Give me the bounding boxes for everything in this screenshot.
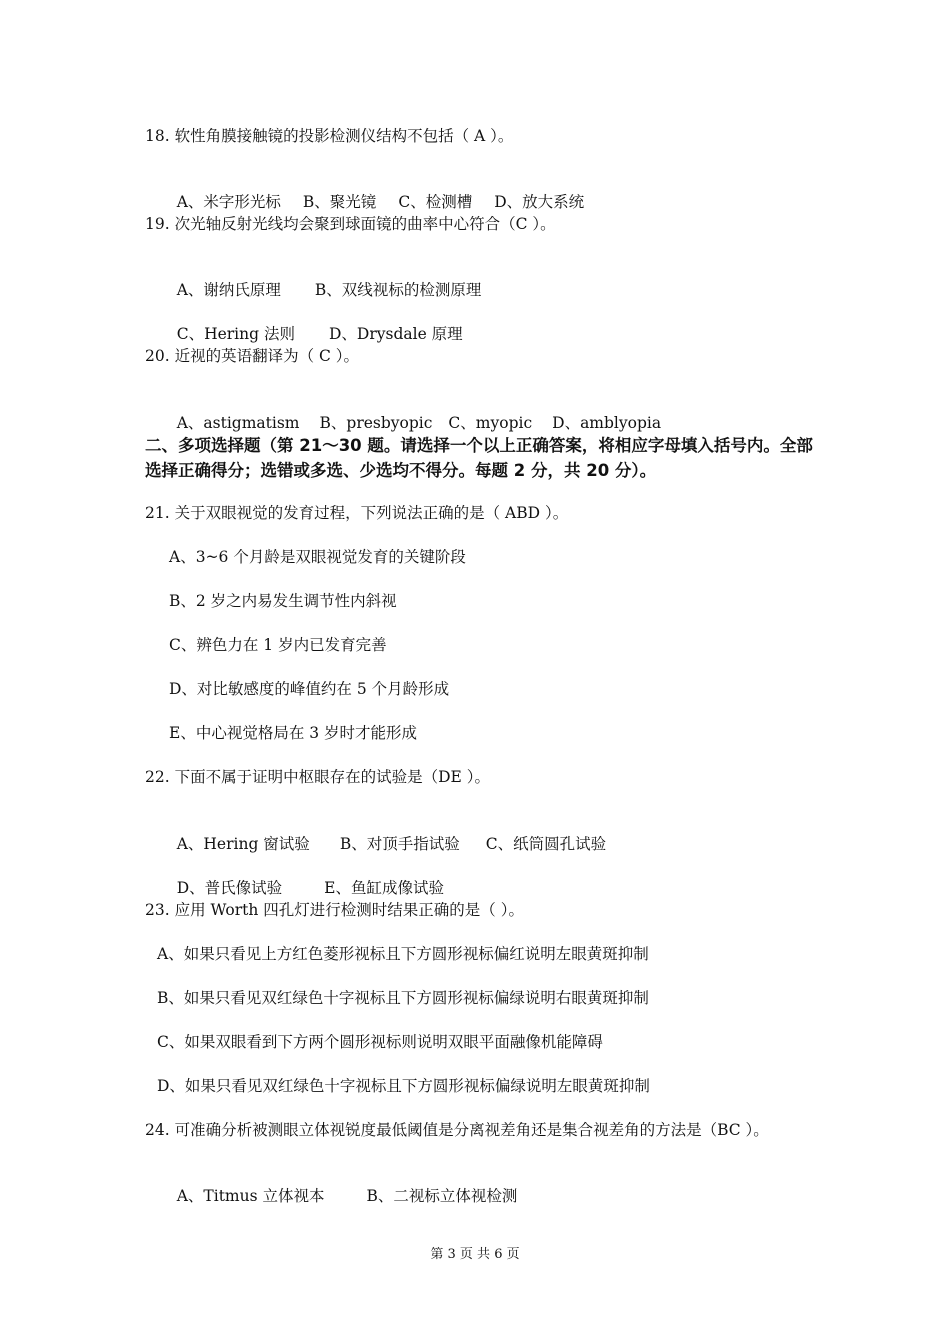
option-a: A、谢纳氏原理	[176, 281, 281, 299]
option-b: B、对顶手指试验	[339, 835, 460, 853]
question-20-stem: 20. 近视的英语翻译为（ C ）。	[145, 347, 360, 365]
option-a: A、astigmatism	[176, 414, 300, 432]
option-a: A、Hering 窗试验	[176, 835, 310, 853]
question-23-option-c: C、如果双眼看到下方两个圆形视标则说明双眼平面融像机能障碍	[157, 1033, 603, 1051]
question-24-stem: 24. 可准确分析被测眼立体视锐度最低阈值是分离视差角还是集合视差角的方法是（BC ）。	[145, 1121, 769, 1139]
option-d: D、放大系统	[494, 193, 585, 211]
question-21-option-b: B、2 岁之内易发生调节性内斜视	[169, 592, 397, 610]
option-d: D、普氏像试验	[176, 879, 283, 897]
section-2-heading: 二、多项选择题（第 21～30 题。请选择一个以上正确答案，将相应字母填入括号内。全部选择正确得分；选错或多选、少选均不得分。每题 2 分，共 20 分）。	[145, 436, 813, 480]
option-c: C、检测槽	[398, 193, 473, 211]
option-d: D、amblyopia	[552, 414, 662, 432]
option-b: B、聚光镜	[302, 193, 377, 211]
question-19-stem: 19. 次光轴反射光线均会聚到球面镜的曲率中心符合（C ）。	[145, 215, 556, 233]
question-23-option-d: D、如果只看见双红绿色十字视标且下方圆形视标偏绿说明左眼黄斑抑制	[157, 1077, 650, 1095]
question-23-stem: 23. 应用 Worth 四孔灯进行检测时结果正确的是（ ）。	[145, 901, 524, 919]
question-23-option-b: B、如果只看见双红绿色十字视标且下方圆形视标偏绿说明右眼黄斑抑制	[157, 989, 649, 1007]
option-e: E、鱼缸成像试验	[324, 879, 444, 897]
question-21-stem: 21. 关于双眼视觉的发育过程，下列说法正确的是（ ABD ）。	[145, 504, 569, 522]
question-21-option-d: D、对比敏感度的峰值约在 5 个月龄形成	[169, 680, 450, 698]
question-21-option-c: C、辨色力在 1 岁内已发育完善	[169, 636, 387, 654]
page-footer: 第 3 页 共 6 页	[430, 1247, 520, 1262]
option-b: B、双线视标的检测原理	[314, 281, 482, 299]
option-c: C、纸筒圆孔试验	[485, 835, 607, 853]
option-b: B、二视标立体视检测	[366, 1187, 518, 1205]
question-24-options	[157, 1163, 517, 1229]
option-a: A、Titmus 立体视本	[176, 1187, 325, 1205]
option-b: B、presbyopic	[319, 414, 433, 432]
option-a: A、米字形光标	[176, 193, 281, 211]
option-c: C、myopic	[448, 414, 533, 432]
question-21-option-e: E、中心视觉格局在 3 岁时才能形成	[169, 724, 418, 742]
question-21-option-a: A、3~6 个月龄是双眼视觉发育的关键阶段	[169, 548, 466, 566]
question-23-option-a: A、如果只看见上方红色菱形视标且下方圆形视标偏红说明左眼黄斑抑制	[157, 945, 649, 963]
question-22-stem: 22. 下面不属于证明中枢眼存在的试验是（DE ）。	[145, 768, 490, 786]
option-c: C、Hering 法则	[176, 325, 295, 343]
option-d: D、Drysdale 原理	[328, 325, 463, 343]
question-18-stem: 18. 软性角膜接触镜的投影检测仪结构不包括（ A ）。	[145, 127, 514, 145]
